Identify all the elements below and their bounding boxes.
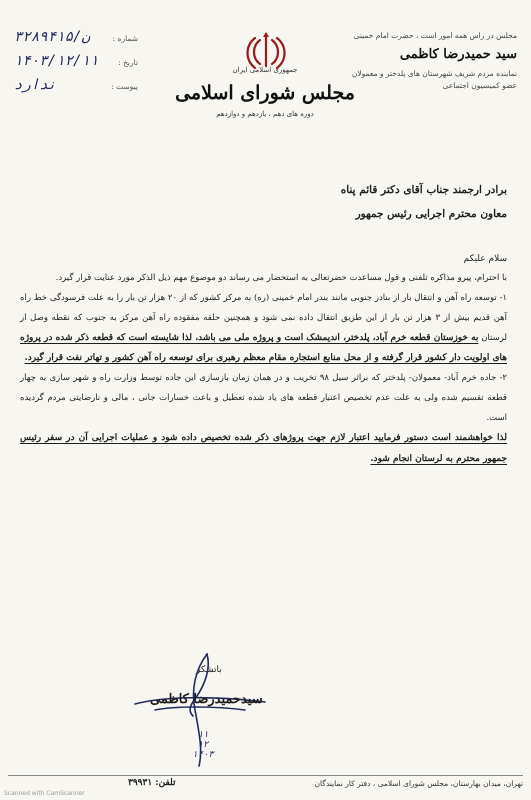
handwritten-date-part: ۱۴۰۳ <box>192 750 214 760</box>
mp-name-header: سید حمیدرضا کاظمی <box>399 47 517 62</box>
commission-line: عضو کمیسیون اجتماعی <box>442 81 517 90</box>
footer-address: تهران، میدان بهارستان، مجلس شورای اسلامی ، دفتر کار نمایندگان <box>314 779 523 788</box>
footer-divider <box>8 775 523 776</box>
item-1-emphasis: به خوزستان قطعه خرم آباد، پلدختر، اندیمشک است و پروژه ملی می باشد، لذا شایسته است که قطعه ذکر شده در پروژه های اولویت دار کشور قرار گرفته و از محل منابع استجاره مقام معظم رهبری برای توسعه راه آهن کشور و تهاتر نفت قرار گیرد. <box>20 333 507 363</box>
letter-meta-block <box>8 28 138 100</box>
parliament-title: مجلس شورای اسلامی <box>175 82 355 104</box>
closing-thanks: باتشکر <box>196 665 222 675</box>
republic-subtitle: جمهوری اسلامی ایران <box>232 66 298 74</box>
number-label: شماره : <box>112 34 138 43</box>
date-label: تاریخ : <box>118 58 138 67</box>
letter-body <box>20 178 507 470</box>
attachment-value: ندارد <box>14 77 57 93</box>
recipient-line-2: معاون محترم اجرایی رئیس جمهور <box>355 208 507 220</box>
handwritten-date-part: ۱۱ <box>197 730 209 740</box>
signatory-name: سیدحمیدرضا کاظمی <box>150 692 263 707</box>
parliament-terms: دوره های دهم ، یازدهم و دوازدهم <box>216 110 314 118</box>
date-value: ۱۴۰۳/۱۲/۱۱ <box>14 53 99 69</box>
handwritten-date-part: ۱۲ <box>197 740 209 750</box>
request-text: لذا خواهشمند است دستور فرمایید اعتبار لازم جهت پروژهای ذکر شده تخصیص داده شود و عملیات اجرایی آن در سفر رئیس جمهور محترم به لرستان انجام شود. <box>20 433 507 464</box>
request-paragraph <box>20 428 507 470</box>
footer-phone: تلفن: ۳۹۹۳۱ <box>128 778 176 788</box>
item-1-paragraph <box>20 288 507 368</box>
recipient-line-1: برادر ارجمند جناب آقای دکتر قائم پناه <box>340 184 507 196</box>
scanner-watermark: Scanned with CamScanner <box>4 790 85 797</box>
institution-title-block <box>160 66 370 118</box>
item-1-text: ۱- توسعه راه آهن و انتقال بار از بنادر جنوبی مانند بندر امام خمینی (ره) به مرکز کشور که از ۲۰ هزار تن بار را به علت فرسودگی خط راه آهن قدیم بیش از ۳ هزار تن بار از این طریق انتقال داده نمی شود و همچنین حلقه مفقوده راه آهن مرکز به جنوب که نقطه وصل از لرستان <box>20 293 508 343</box>
meta-number-row <box>8 28 138 52</box>
intro-paragraph: با احترام، پیرو مذاکره تلفنی و قول مساعدت حضرتعالی به استحضار می رساند دو موضوع مهم ذیل الذکر مورد عنایت قرار گیرد. <box>55 273 507 283</box>
meta-date-row <box>8 52 138 76</box>
attachment-label: پیوست : <box>111 82 138 91</box>
letter-footer <box>0 775 531 800</box>
greeting: سلام علیکم <box>463 254 507 264</box>
meta-attachment-row <box>8 76 138 100</box>
quote-line: مجلس در راس همه امور است ، حضرت امام خمینی <box>353 31 517 40</box>
number-value: ۳۲۸۹۴۱۵/ن <box>14 29 90 45</box>
item-2-paragraph: ۲- جاده خرم آباد- معمولان- پلدختر که براثر سیل ۹۸ تخریب و در همان زمان بازسازی این جاده توسط وزارت راه و شهر سازی به چهار قطعه تقسیم شده ولی به علت عدم تخصیص اعتبار قطعه های یاد شده تعطیل و باعث خسارات جانی ، مالی و نارضایتی مردم گردیده است. <box>20 373 507 423</box>
handwritten-date <box>183 730 223 760</box>
constituency-line: نماینده مردم شریف شهرستان های پلدختر و معمولان <box>351 69 517 78</box>
